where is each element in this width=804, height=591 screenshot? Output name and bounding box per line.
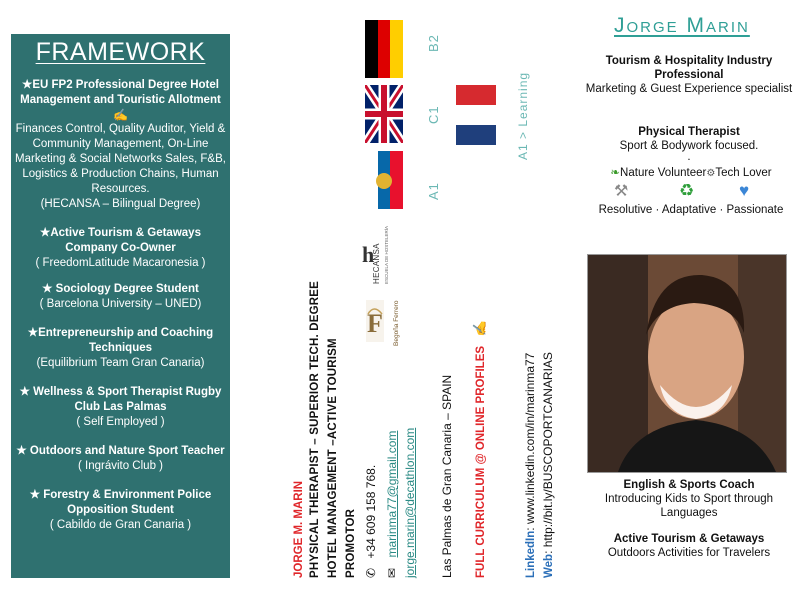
framework-entry (11, 78, 230, 212)
traits-row (584, 203, 798, 217)
entry-detail: ( Self Employed ) (76, 416, 165, 428)
uk-flag-icon (365, 85, 403, 143)
separator-dot: . (687, 151, 691, 163)
framework-entry (11, 326, 230, 371)
therapist (584, 125, 794, 161)
therapist-sub: Sport & Bodywork focused. (619, 140, 759, 152)
portrait-icon (588, 255, 786, 472)
tourism-title: Active Tourism & Getaways (613, 533, 765, 545)
web-url[interactable]: : http://bit.ly/BUSCOPORTCANARIAS (541, 352, 555, 554)
coach-sub: Introducing Kids to Sport through Languages (604, 493, 774, 519)
entry-detail: (HECANSA – Bilingual Degree) (40, 198, 201, 210)
headline-title: Tourism & Hospitality Industry Professional (605, 55, 773, 81)
trait: Adaptative (661, 204, 717, 216)
framework-panel (11, 34, 230, 578)
envelope-icon: ✉ (385, 567, 399, 578)
framework-entry (11, 444, 230, 474)
tools-icon: ⚒ (614, 183, 629, 200)
full-cv-heading (472, 321, 488, 578)
tourism (584, 532, 794, 560)
recycle-icon: ♻ (679, 181, 695, 200)
volunteer-label: Nature Volunteer (620, 167, 707, 179)
pen-icon: ✍ (472, 320, 487, 337)
entry-title: ★Entrepreneurship and Coaching Techniques (27, 327, 214, 354)
profile-photo (587, 254, 787, 473)
spanish-level: A1 (426, 182, 441, 200)
web-row[interactable] (541, 352, 555, 578)
email-link-1[interactable]: marinma77@gmail.com (385, 430, 399, 558)
email-link-2[interactable]: jorge.marin@decathlon.com (403, 427, 417, 578)
pen-icon: ✍ (113, 108, 128, 122)
phone-icon: ✆ (364, 567, 378, 578)
english-level: C1 (426, 105, 441, 124)
uk-flag (365, 85, 403, 143)
entry-detail: ( Ingrávito Club ) (77, 460, 163, 472)
headline-sub: Marketing & Guest Experience specialist (585, 83, 793, 95)
entry-detail: ( Barcelona University – UNED) (39, 298, 202, 310)
email-row (383, 431, 401, 578)
contact-line2: HOTEL MANAGEMENT –ACTIVE TOURISM (327, 338, 339, 578)
framework-entry (11, 226, 230, 271)
framework-entry (11, 282, 230, 312)
canary-islands-flag (365, 151, 403, 209)
coach-title: English & Sports Coach (623, 479, 755, 491)
phone-number: +34 609 158 768. (364, 464, 378, 559)
tech-label: Tech Lover (715, 167, 772, 179)
framework-title: FRAMEWORK (35, 38, 206, 66)
coat-of-arms-icon (376, 173, 392, 189)
trait: Passionate (726, 204, 784, 216)
headline (584, 54, 794, 96)
hecansa-text: HECANSA (372, 243, 381, 284)
netherlands-flag (456, 85, 496, 145)
phone-row (364, 465, 378, 578)
web-label: Web (543, 553, 555, 578)
germany-flag (365, 20, 403, 78)
contact-name: JORGE M. MARIN (293, 480, 305, 578)
heart-icon: ♥ (739, 181, 750, 200)
trait: Resolutive (598, 204, 653, 216)
entry-title: ★ Wellness & Sport Therapist Rugby Club Las Palmas (19, 386, 222, 413)
therapist-title: Physical Therapist (638, 126, 740, 138)
location: Las Palmas de Gran Canaria – SPAIN (440, 374, 454, 578)
hecansa-subtext: ESCUELA DE HOSTELERÍA (384, 225, 389, 284)
linkedin-label: LinkedIn (525, 530, 537, 578)
entry-detail: Finances Control, Quality Auditor, Yield & Community Management, On-Line Marketing & Social Networks Sales, F&B, Logistics & Production Chains, Human Resources. (15, 123, 226, 195)
gears-icon: ⚙ (706, 168, 716, 179)
leaf-icon: ❧ (610, 167, 621, 179)
framework-entry (11, 385, 230, 430)
trait-sep: · (719, 204, 724, 216)
full-cv-label: FULL CURRICULUM @ ONLINE PROFILES (475, 345, 487, 578)
dutch-level: A1 > Learning (516, 71, 530, 160)
tourism-sub: Outdoors Activities for Travelers (607, 547, 771, 559)
german-level: B2 (426, 34, 441, 52)
entry-detail: ( Cabildo de Gran Canaria ) (49, 519, 192, 531)
contact-line1: PHYSICAL THERAPIST – SUPERIOR TECH. DEGREE (309, 280, 321, 578)
entry-title: ★Active Tourism & Getaways Company Co-Owner (40, 227, 201, 254)
framework-entry (11, 488, 230, 533)
entry-title: ★ Forestry & Environment Police Opposition Student (29, 489, 212, 516)
trait-icons (584, 181, 798, 203)
linkedin-row[interactable] (523, 353, 537, 578)
entry-title: ★EU FP2 Professional Degree Hotel Management and Touristic Allotment (20, 79, 221, 106)
entry-detail: (Equilibrium Team Gran Canaria) (36, 357, 205, 369)
entry-title: ★ Sociology Degree Student (42, 283, 199, 295)
hecansa-mark-icon: h (362, 242, 375, 267)
entry-detail: ( FreedomLatitude Macaronesia ) (35, 257, 206, 269)
begona-text: Begoña Ferrero (393, 300, 400, 346)
profile-name: Jorge Marin (614, 14, 750, 37)
svg-text:F: F (367, 309, 383, 338)
contact-line3: PROMOTOR (345, 508, 357, 578)
interests-row (584, 166, 798, 181)
linkedin-url[interactable]: : www.linkedin.com/in/marinma77 (523, 352, 537, 531)
coach (584, 478, 794, 520)
entry-title: ★ Outdoors and Nature Sport Teacher (16, 445, 225, 457)
trait-sep: · (655, 204, 660, 216)
